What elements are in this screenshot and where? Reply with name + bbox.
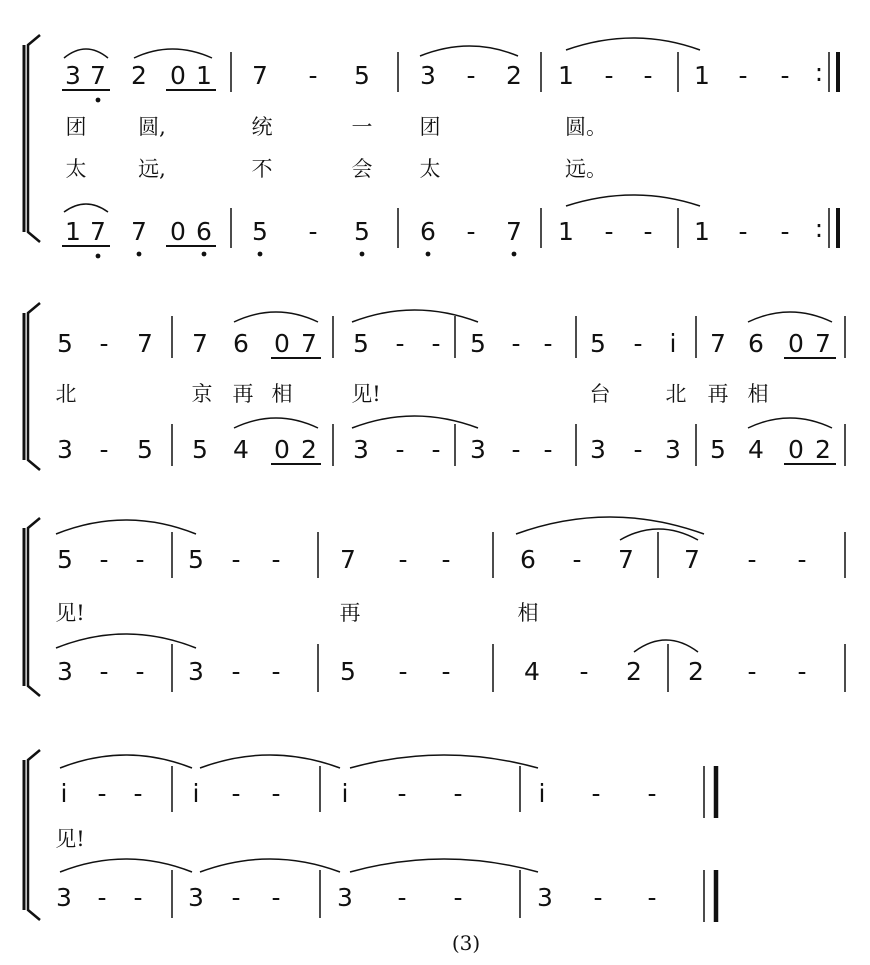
dash: - <box>797 657 807 686</box>
dash: - <box>647 779 657 808</box>
low-octave-dot <box>360 252 365 257</box>
lyric: 见! <box>55 827 85 851</box>
note: 5 <box>188 545 204 574</box>
note: 5 <box>353 329 369 358</box>
dash: - <box>543 435 553 464</box>
lyric: 团 <box>419 115 441 139</box>
dash: - <box>441 657 451 686</box>
note: 0 <box>170 217 186 246</box>
dash: - <box>579 657 589 686</box>
note: i <box>192 779 200 808</box>
note: i <box>538 779 546 808</box>
note: 7 <box>252 61 268 90</box>
dash: - <box>453 883 463 912</box>
note: 0 <box>788 329 804 358</box>
dash: - <box>747 657 757 686</box>
note: 2 <box>688 657 704 686</box>
dash: - <box>308 61 318 90</box>
dash: - <box>633 435 643 464</box>
note: 5 <box>590 329 606 358</box>
lyric: 再 <box>232 382 254 406</box>
dash: - <box>395 435 405 464</box>
low-octave-dot <box>202 252 207 257</box>
lyric: 见! <box>351 382 381 406</box>
dash: - <box>643 61 653 90</box>
lyric: 团 <box>65 115 87 139</box>
note: 7 <box>192 329 208 358</box>
note: 3 <box>57 657 73 686</box>
note: 5 <box>192 435 208 464</box>
system-brace <box>28 750 40 920</box>
slur <box>566 38 700 50</box>
note: 2 <box>131 61 147 90</box>
low-octave-dot <box>96 98 101 103</box>
low-octave-dot <box>512 252 517 257</box>
slur <box>420 46 518 56</box>
low-octave-dot <box>258 252 263 257</box>
system-brace <box>28 35 40 242</box>
note: 3 <box>57 435 73 464</box>
dash: - <box>133 883 143 912</box>
lyric: 台 <box>589 382 611 406</box>
slur <box>200 755 340 768</box>
dash: - <box>604 61 614 90</box>
dash: - <box>308 217 318 246</box>
note: 5 <box>470 329 486 358</box>
dash: - <box>271 779 281 808</box>
note: 0 <box>274 329 290 358</box>
note: 7 <box>301 329 317 358</box>
lyric: 京 <box>191 382 213 406</box>
dash: - <box>231 883 241 912</box>
note: 1 <box>65 217 81 246</box>
lyric: 圆, <box>138 115 166 139</box>
lyric: 北 <box>55 382 77 406</box>
page-number: (3) <box>451 931 481 955</box>
note: 1 <box>694 217 710 246</box>
note: 3 <box>590 435 606 464</box>
dash: - <box>466 61 476 90</box>
dash: - <box>431 329 441 358</box>
dash: - <box>397 883 407 912</box>
note: 7 <box>340 545 356 574</box>
dash: - <box>133 779 143 808</box>
lyric: 再 <box>339 601 361 625</box>
note: 2 <box>626 657 642 686</box>
note: 3 <box>537 883 553 912</box>
note: 1 <box>558 61 574 90</box>
note: 1 <box>196 61 212 90</box>
dash: - <box>99 329 109 358</box>
system-brace <box>28 518 40 696</box>
dash: - <box>271 545 281 574</box>
dash: - <box>231 779 241 808</box>
repeat-dots: : <box>814 214 824 243</box>
note: 4 <box>524 657 540 686</box>
lyric: 相 <box>517 601 539 625</box>
system-brace <box>28 303 40 470</box>
slur <box>566 195 700 206</box>
slur <box>350 859 538 872</box>
dash: - <box>747 545 757 574</box>
lyric: 太 <box>419 157 441 181</box>
note: 7 <box>618 545 634 574</box>
slur <box>56 520 196 534</box>
lyric: 太 <box>65 157 87 181</box>
dash: - <box>231 657 241 686</box>
note: 3 <box>353 435 369 464</box>
lyric: 再 <box>707 382 729 406</box>
slur <box>352 310 478 322</box>
slur <box>234 312 318 322</box>
note: 0 <box>274 435 290 464</box>
dash: - <box>633 329 643 358</box>
note: 3 <box>337 883 353 912</box>
note: 5 <box>354 217 370 246</box>
lyric: 相 <box>747 382 769 406</box>
dash: - <box>591 779 601 808</box>
note: 6 <box>233 329 249 358</box>
dash: - <box>271 883 281 912</box>
dash: - <box>135 657 145 686</box>
note: 7 <box>90 61 106 90</box>
dash: - <box>99 657 109 686</box>
note: 7 <box>710 329 726 358</box>
note: 6 <box>520 545 536 574</box>
dash: - <box>431 435 441 464</box>
note: 3 <box>665 435 681 464</box>
note: 7 <box>815 329 831 358</box>
note: 4 <box>748 435 764 464</box>
system-3 <box>24 517 845 696</box>
low-octave-dot <box>137 252 142 257</box>
repeat-dots: : <box>814 58 824 87</box>
note: 5 <box>137 435 153 464</box>
note: 5 <box>252 217 268 246</box>
dash: - <box>738 61 748 90</box>
note: 5 <box>340 657 356 686</box>
note: i <box>669 329 677 358</box>
dash: - <box>593 883 603 912</box>
dash: - <box>780 61 790 90</box>
dash: - <box>97 779 107 808</box>
dash: - <box>97 883 107 912</box>
lyric: 一 <box>351 115 373 139</box>
dash: - <box>99 545 109 574</box>
lyric: 见! <box>55 601 85 625</box>
note: 7 <box>684 545 700 574</box>
note: i <box>341 779 349 808</box>
note: 5 <box>710 435 726 464</box>
note: 7 <box>506 217 522 246</box>
note: 5 <box>354 61 370 90</box>
dash: - <box>511 329 521 358</box>
note: 6 <box>196 217 212 246</box>
slur <box>56 634 196 648</box>
lyric: 相 <box>271 382 293 406</box>
note: 3 <box>56 883 72 912</box>
note: 3 <box>65 61 81 90</box>
dash: - <box>466 217 476 246</box>
slur <box>634 640 698 652</box>
note: 2 <box>506 61 522 90</box>
lyric: 不 <box>251 157 273 181</box>
dash: - <box>231 545 241 574</box>
note: 3 <box>420 61 436 90</box>
lyric: 北 <box>665 382 687 406</box>
note: 3 <box>470 435 486 464</box>
dash: - <box>797 545 807 574</box>
lyric: 统 <box>251 115 273 139</box>
note: 7 <box>90 217 106 246</box>
dash: - <box>441 545 451 574</box>
slur <box>748 418 832 428</box>
note: 4 <box>233 435 249 464</box>
note: 6 <box>748 329 764 358</box>
note: 0 <box>170 61 186 90</box>
lyric: 圆。 <box>565 115 607 139</box>
note: 3 <box>188 883 204 912</box>
note: 1 <box>558 217 574 246</box>
dash: - <box>647 883 657 912</box>
system-4 <box>24 750 716 922</box>
note: 3 <box>188 657 204 686</box>
dash: - <box>395 329 405 358</box>
slur <box>352 416 478 428</box>
slur <box>350 755 538 768</box>
system-2 <box>24 303 845 470</box>
dash: - <box>604 217 614 246</box>
slur <box>64 204 108 212</box>
note: i <box>60 779 68 808</box>
note: 0 <box>788 435 804 464</box>
dash: - <box>780 217 790 246</box>
system-1 <box>24 35 838 258</box>
low-octave-dot <box>96 254 101 259</box>
slur <box>748 312 832 322</box>
slur <box>134 49 212 58</box>
lyric: 远。 <box>565 157 607 181</box>
note: 5 <box>57 329 73 358</box>
lyric: 远, <box>138 157 166 181</box>
note: 1 <box>694 61 710 90</box>
dash: - <box>643 217 653 246</box>
note: 7 <box>131 217 147 246</box>
lyric: 会 <box>351 157 373 181</box>
slur <box>234 418 318 428</box>
slur <box>620 529 698 540</box>
dash: - <box>397 779 407 808</box>
dash: - <box>99 435 109 464</box>
dash: - <box>135 545 145 574</box>
dash: - <box>738 217 748 246</box>
dash: - <box>453 779 463 808</box>
dash: - <box>572 545 582 574</box>
dash: - <box>398 657 408 686</box>
dash: - <box>398 545 408 574</box>
slur <box>200 859 340 872</box>
note: 6 <box>420 217 436 246</box>
dash: - <box>543 329 553 358</box>
dash: - <box>511 435 521 464</box>
slur <box>64 49 108 58</box>
note: 2 <box>301 435 317 464</box>
note: 2 <box>815 435 831 464</box>
dash: - <box>271 657 281 686</box>
note: 7 <box>137 329 153 358</box>
low-octave-dot <box>426 252 431 257</box>
note: 5 <box>57 545 73 574</box>
